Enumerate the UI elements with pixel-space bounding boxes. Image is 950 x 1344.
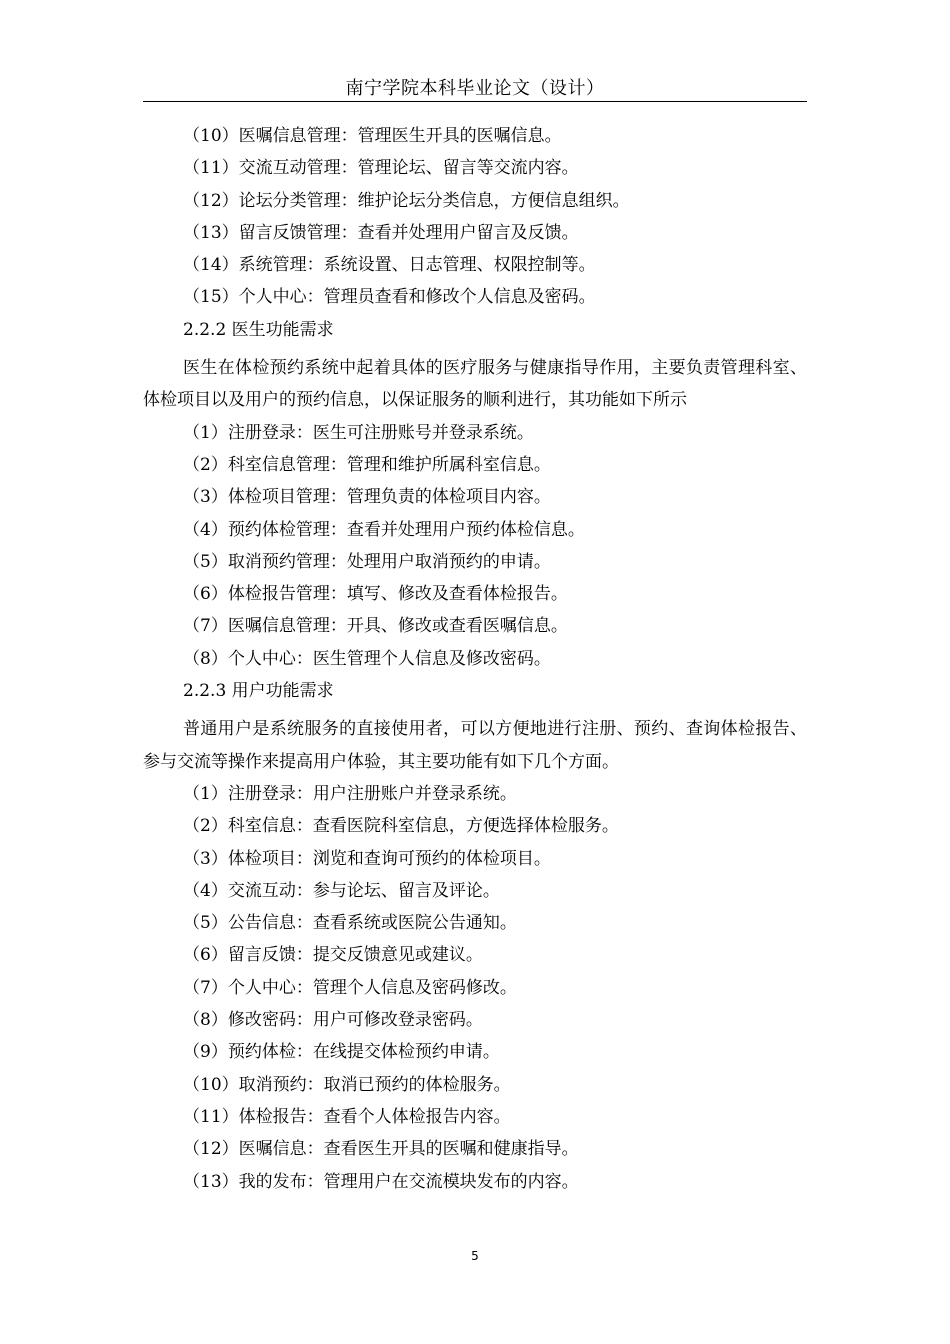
list-item: （9）预约体检：在线提交体检预约申请。 xyxy=(183,1042,500,1063)
list-item: （6）留言反馈：提交反馈意见或建议。 xyxy=(183,945,483,966)
section-heading-doctor: 2.2.2 医生功能需求 xyxy=(183,319,334,340)
list-item: （7）医嘱信息管理：开具、修改或查看医嘱信息。 xyxy=(183,616,568,637)
list-item: （1）注册登录：医生可注册账号并登录系统。 xyxy=(183,422,534,443)
list-item: （11）体检报告：查看个人体检报告内容。 xyxy=(183,1106,511,1127)
list-item: （8）个人中心：医生管理个人信息及修改密码。 xyxy=(183,648,551,669)
list-item: （10）取消预约：取消已预约的体检服务。 xyxy=(183,1074,511,1095)
list-item: （6）体检报告管理：填写、修改及查看体检报告。 xyxy=(183,584,568,605)
list-item: （4）预约体检管理：查看并处理用户预约体检信息。 xyxy=(183,519,585,540)
section-paragraph-doctor: 医生在体检预约系统中起着具体的医疗服务与健康指导作用，主要负责管理科室、体检项目以及用户的预约信息，以保证服务的顺利进行，其功能如下所示 xyxy=(143,358,807,411)
page-number: 5 xyxy=(471,1249,479,1263)
list-item: （3）体检项目管理：管理负责的体检项目内容。 xyxy=(183,487,551,508)
list-item: （5）取消预约管理：处理用户取消预约的申请。 xyxy=(183,551,551,572)
list-item: （3）体检项目：浏览和查询可预约的体检项目。 xyxy=(183,848,551,869)
page-header-title: 南宁学院本科毕业论文（设计） xyxy=(345,78,605,99)
admin-function-list xyxy=(143,120,807,314)
list-item: （10）医嘱信息管理：管理医生开具的医嘱信息。 xyxy=(183,126,562,146)
list-item: （14）系统管理：系统设置、日志管理、权限控制等。 xyxy=(183,255,596,276)
doctor-function-list xyxy=(143,417,807,675)
list-item: （15）个人中心：管理员查看和修改个人信息及密码。 xyxy=(183,287,596,308)
page-body xyxy=(143,120,807,1198)
list-item: （7）个人中心：管理个人信息及密码修改。 xyxy=(183,977,517,998)
user-function-list xyxy=(143,778,807,1198)
list-item: （12）论坛分类管理：维护论坛分类信息，方便信息组织。 xyxy=(183,190,630,211)
list-item: （2）科室信息管理：管理和维护所属科室信息。 xyxy=(183,454,551,475)
list-item: （1）注册登录：用户注册账户并登录系统。 xyxy=(183,783,517,804)
list-item: （2）科室信息：查看医院科室信息，方便选择体检服务。 xyxy=(183,816,619,837)
list-item: （5）公告信息：查看系统或医院公告通知。 xyxy=(183,913,517,934)
section-heading-user: 2.2.3 用户功能需求 xyxy=(183,681,334,702)
list-item: （11）交流互动管理：管理论坛、留言等交流内容。 xyxy=(183,158,579,179)
list-item: （8）修改密码：用户可修改登录密码。 xyxy=(183,1010,483,1031)
section-paragraph-user: 普通用户是系统服务的直接使用者，可以方便地进行注册、预约、查询体检报告、参与交流等操作来提高用户体验，其主要功能有如下几个方面。 xyxy=(143,719,807,772)
list-item: （12）医嘱信息：查看医生开具的医嘱和健康指导。 xyxy=(183,1139,579,1160)
list-item: （13）留言反馈管理：查看并处理用户留言及反馈。 xyxy=(183,222,579,243)
list-item: （4）交流互动：参与论坛、留言及评论。 xyxy=(183,880,500,901)
header-divider xyxy=(143,101,807,102)
list-item: （13）我的发布：管理用户在交流模块发布的内容。 xyxy=(183,1171,579,1192)
